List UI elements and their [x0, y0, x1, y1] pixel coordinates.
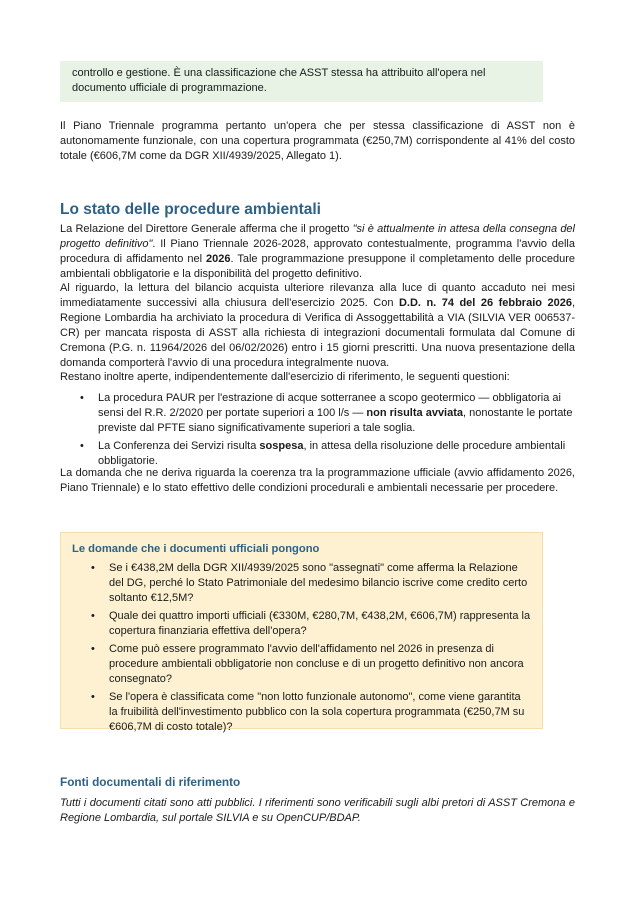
- questions-list: [91, 561, 531, 737]
- quoted-statement: "si è attualmente in attesa della consegna del progetto definitivo": [60, 223, 575, 250]
- list-item: • La Conferenza dei Servizi risulta sospesa, in attesa della risoluzione delle procedure ambientali obbligatorie.: [80, 439, 566, 467]
- paragraph-archived-procedure: Al riguardo, la lettura del bilancio acquista ulteriore rilevanza alla luce di quanto accaduto nei mesi immediatamente successivi alla chiusura dell'esercizio 2025. Con D.D. n. 74 del 26 febbraio 2026, Regione Lombardia ha archiviato la procedura di Verifica di Assoggettabilità a VIA (SILVIA VER 006537-CR) per mancata risposta di ASST alla richiesta di integrazioni documentali formulata dal Comune di Cremona (P.G. n. 11964/2026 del 06/02/2026) entro i 15 giorni prescritti. Una nuova presentazione della domanda comporterà l'avvio di una procedura integralmente nuova.: [60, 282, 575, 369]
- list-item: • La procedura PAUR per l'estrazione di acque sotterranee a scopo geotermico — obbligatoria ai sensi del R.R. 2/2020 per portate superiori a 100 l/s — non risulta avviata, nonostante le portate previste dal PFTE siano significativamente superiori a tale soglia.: [80, 392, 573, 434]
- paragraph-open-issues: Restano inoltre aperte, indipendentemente dall'esercizio di riferimento, le seguenti questioni:: [60, 371, 510, 383]
- questions-callout-box: [60, 532, 543, 733]
- list-item: • Se i €438,2M della DGR XII/4939/2025 sono "assegnati" come afferma la Relazione del DG, perché lo Stato Patrimoniale del medesimo bilancio iscrive come credito certo soltanto €12,5M?: [91, 562, 528, 604]
- paragraph-coverage: Il Piano Triennale programma pertanto un'opera che per stessa classificazione di ASST non è autonomamente funzionale, con una copertura programmata (€250,7M) corrispondente al 41% del costo totale (€606,7M come da DGR XII/4939/2025, Allegato 1).: [60, 120, 575, 162]
- open-issues-list: [80, 391, 575, 472]
- paragraph-question: La domanda che ne deriva riguarda la coerenza tra la programmazione ufficiale (avvio affidamento 2026, Piano Triennale) e lo stato effettivo delle condizioni procedurali e ambientali necessarie per procedere.: [60, 467, 575, 494]
- list-item: • Se l'opera è classificata come "non lotto funzionale autonomo", come viene garantita la fruibilità dell'investimento pubblico con la sola copertura programmata (€250,7M su €606,7M di costo totale)?: [91, 690, 525, 733]
- bullet-glyph: •: [80, 392, 84, 404]
- sources-title: Fonti documentali di riferimento: [60, 775, 241, 789]
- green-callout-box: [60, 61, 543, 102]
- bullet-glyph: •: [91, 642, 95, 655]
- bullet-glyph: •: [80, 439, 84, 452]
- section-title: Lo stato delle procedure ambientali: [60, 201, 321, 218]
- sources-text: Tutti i documenti citati sono atti pubblici. I riferimenti sono verificabili sugli albi pretori di ASST Cremona e Regione Lombardia, sul portale SILVIA e su OpenCUP/BDAP.: [60, 797, 575, 824]
- year-2026: 2026: [206, 252, 231, 265]
- green-callout-text: controllo e gestione. È una classificazione che ASST stessa ha attribuito all'opera nel documento ufficiale di programmazione.: [72, 67, 486, 94]
- paragraph-director-report: La Relazione del Direttore Generale afferma che il progetto "si è attualmente in attesa della consegna del progetto definitivo". Il Piano Triennale 2026-2028, approvato contestualmente, programma l'avvio della procedura di affidamento nel 2026. Tale programmazione presuppone il completamento delle procedure ambientali obbligatorie e la disponibilità del progetto definitivo.: [60, 223, 575, 280]
- decree-reference: D.D. n. 74 del 26 febbraio 2026: [398, 296, 572, 309]
- questions-title: Le domande che i documenti ufficiali pongono: [72, 543, 320, 555]
- bullet-glyph: •: [91, 609, 95, 622]
- bullet-glyph: •: [91, 562, 95, 574]
- list-item: • Quale dei quattro importi ufficiali (€330M, €280,7M, €438,2M, €606,7M) rappresenta la copertura finanziaria effettiva dell'opera?: [91, 609, 531, 637]
- bullet-glyph: •: [91, 690, 95, 703]
- list-item: • Come può essere programmato l'avvio dell'affidamento nel 2026 in presenza di procedure ambientali obbligatorie non concluse e di un progetto definitivo non ancora consegnato?: [91, 642, 524, 685]
